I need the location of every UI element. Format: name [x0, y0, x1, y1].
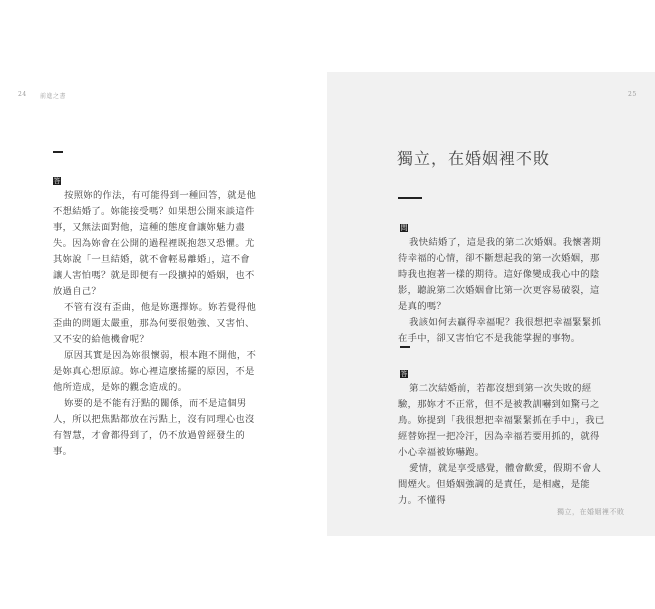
left-page: [0, 72, 327, 536]
paragraph: 我快結婚了，這是我的第二次婚姻。我懷著期待幸福的心情，卻不斷想起我的第一次婚姻，那時我也抱著一樣的期待。這好像變成我心中的陰影，聽說第二次婚姻會比第一次更容易破裂，這是真的嗎？: [398, 237, 602, 312]
paragraph: 我該如何去贏得幸福呢？我很想把幸福緊緊抓在手中，卻又害怕它不是我能掌握的事物。: [398, 317, 602, 344]
left-body-text: [53, 188, 257, 460]
paragraph: 愛情，就是享受感覺，體會歡愛，假期不會人間煙火。但婚姻強調的是責任，是相處，是能力。不懂得: [398, 463, 602, 506]
title-rule: [398, 197, 422, 199]
paragraph: 第二次結婚前，若都沒想到第一次失敗的經驗，那妳才不正常，但不是被教訓嚇到如驚弓之鳥。妳提到「我很想把幸福緊緊抓在手中」，我已經替妳捏一把冷汗，因為幸福若要用抓的，就得小心幸福被妳嚇跑。: [398, 383, 605, 458]
chapter-title: 獨立，在婚姻裡不敗: [397, 149, 551, 168]
answer-marker: 答: [400, 370, 408, 378]
paragraph: 妳要的是不能有汙點的關係，而不是這個男人，所以把焦點都放在污點上，沒有同理心也沒有智慧，才會都得到了，仍不放過曾經發生的事。: [53, 398, 255, 457]
question-marker: 問: [400, 224, 408, 232]
left-section-rule: [53, 151, 63, 153]
question-text: [398, 235, 605, 347]
answer-text: [398, 381, 605, 509]
paragraph: 按照妳的作法，有可能得到一種回答，就是他不想結婚了。妳能接受嗎？如果想公開來談這件事，又無法面對他，這種的態度會讓妳魅力盡失。因為妳會在公開的過程裡既抱怨又恐懼。尤其妳說「一旦結婚，就不會輕易離婚」，這不會讓人害怕嗎？就是即便有一段擴掉的婚姻，也不放過自己？: [53, 190, 257, 297]
left-page-number: 24: [18, 91, 27, 98]
right-page: [327, 72, 655, 536]
right-page-number: 25: [628, 91, 637, 98]
paragraph: 原因其實是因為妳很懷弱，根本跑不開他，不是妳真心想原諒。妳心裡這麼搖擺的原因，不是他所造成，是妳的觀念造成的。: [53, 350, 257, 393]
answer-marker: 答: [53, 177, 61, 185]
running-foot: 獨立，在婚姻裡不敗: [557, 508, 625, 516]
paragraph: 不管有沒有歪曲，他是妳選擇妳。妳若覺得他歪曲的問題太嚴重，那為何要很勉強、又害怕、又不安的給他機會呢？: [53, 302, 257, 345]
left-running-head: 前進之書: [40, 93, 67, 100]
section-rule: [400, 346, 410, 348]
